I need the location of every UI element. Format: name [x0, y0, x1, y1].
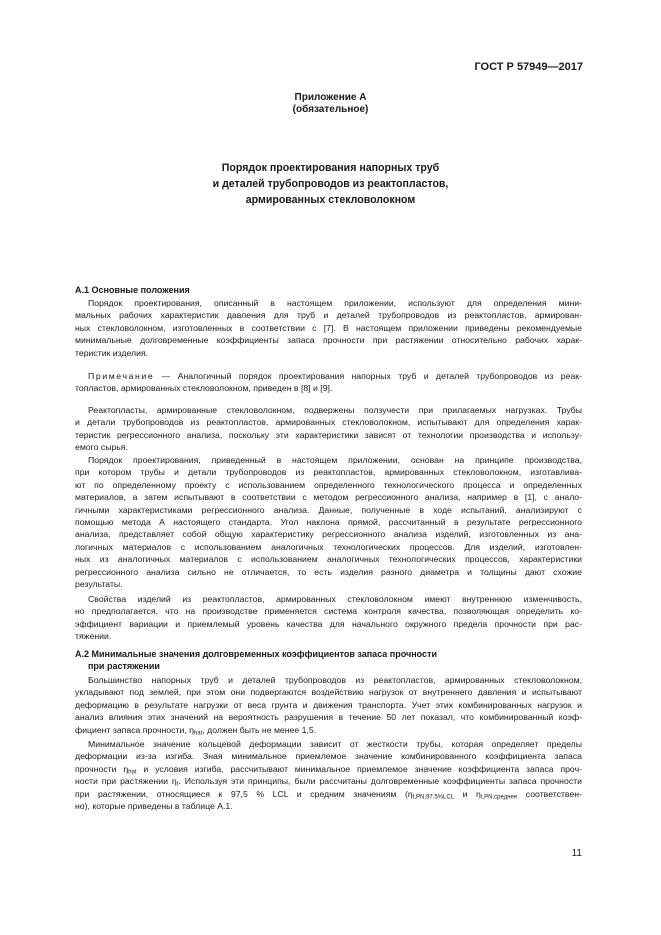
a1-paragraph-4: [75, 593, 582, 643]
text-segment: фициент запаса прочности, η: [75, 724, 194, 735]
title-line: армированных стекловолокном: [245, 194, 416, 206]
subscript: t,PN,среднее: [480, 794, 518, 801]
section-heading: А.1 Основные положения: [75, 285, 190, 295]
note-line: топластов, армированных стекловолокном, приведен в [8] и [9].: [75, 383, 333, 394]
text-line: [75, 788, 582, 800]
text-line: деформацию в результате нагрузки от веса грунта и движения транспорта. Учет этих комбинированных нагрузок и: [75, 699, 582, 710]
text-segment: соответствен-: [517, 788, 582, 799]
text-line: теристик изделия.: [75, 347, 149, 358]
text-line: но предполагается, что на производстве применяется система контроля качества, позволяющая определить ко-: [75, 606, 582, 617]
text-line: тяжении.: [75, 631, 112, 642]
text-line: и детали трубопроводов из реактопластов, армированных стекловолокном, испытывают для определения харак-: [75, 417, 582, 428]
subscript: hat: [128, 769, 137, 776]
subscript: t: [176, 781, 179, 788]
text-line: теристик регрессионного анализа, поскольку эти характеристики зависят от технологии производства и использу-: [75, 429, 582, 440]
title-line: и деталей трубопроводов из реактопластов,: [212, 178, 449, 190]
standard-code: ГОСТ Р 57949—2017: [474, 61, 583, 73]
text-line: минимальные долговременные коэффициенты запаса прочности при растяжении относительно рабочих харак-: [75, 335, 582, 346]
text-line: эффициент вариации и приемлемый уровень качества для начального окружного предела прочности при рас-: [75, 618, 582, 629]
title-line: Порядок проектирования напорных труб: [221, 162, 440, 174]
text-line: ных из аналогичных материалов с использованием аналогичных технологических процессов, характеристики: [75, 554, 582, 565]
text-segment: ности при растяжении η: [75, 776, 177, 787]
text-line: гичными характеристиками регрессионного анализа. Данные, полученные в ходе испытаний, анализируют с: [75, 504, 582, 515]
text-line: результаты.: [75, 578, 123, 589]
subscript: t,PN,97.5%LCL: [412, 794, 455, 801]
text-line: деформации из-за изгиба. Зная минимальное приемлемое значение комбинированного коэффициента запаса: [75, 751, 582, 762]
text-segment: при растяжении, относящиеся к 97,5 % LCL и средним значениям (η: [75, 788, 413, 799]
text-line: Порядок проектирования, описанный в настоящем приложении, используют для определения мини-: [88, 298, 582, 308]
text-line: анализа, представляет собой общую характеристику регрессионного анализа изделий, изготовленных из ана-: [75, 529, 582, 540]
text-segment: прочности η: [75, 763, 129, 774]
text-line: ных стекловолокном, изготовленных в соответствии с [7]. В настоящем приложении приведены рекомендуемые: [75, 322, 582, 333]
section-heading: при растяжении: [88, 661, 160, 672]
note-label: Примечание: [88, 371, 155, 381]
text-line: емого сырья.: [75, 442, 128, 453]
text-segment: и η: [454, 788, 481, 799]
text-line: при котором трубы и детали трубопроводов из реактопластов, армированных стекловолокном, изготавлива-: [75, 467, 582, 478]
text-line: укладывают под землей, при этом они подвергаются воздействию нагрузок от внутреннего давления и испытывают: [75, 687, 582, 698]
text-segment: , должен быть не менее 1,5.: [202, 724, 317, 735]
a1-paragraph-2: [75, 404, 582, 454]
text-segment: . Используя эти принципы, были рассчитаны долговременные коэффициенты запаса прочности: [178, 776, 582, 787]
text-line: Большинство напорных труб и деталей трубопроводов из реактопластов, армированных стекловолокном,: [88, 675, 582, 685]
text-line: мальных рабочих характеристик давления для труб и деталей трубопроводов из реактопластов, армирован-: [75, 310, 582, 321]
section-a2-heading: [75, 648, 582, 673]
text-line: Минимальное значение кольцевой деформации зависит от жесткости трубы, которая определяет пределы: [88, 739, 582, 749]
text-segment: и условия изгиба, рассчитывают минимальное приемлемое значение коэффициента запаса проч-: [136, 763, 582, 774]
text-line: помощью метода А настоящего стандарта. Угол наклона прямой, рассчитанный в результате регрессионного: [75, 516, 582, 527]
text-line: [75, 724, 582, 736]
a1-paragraph-3: [75, 454, 582, 590]
text-line: ют по определенному проекту с использованием определенного технологического процесса и определенных: [75, 479, 582, 490]
text-line: логичных материалов с использованием аналогичных технологических процессов. Для изделий, изготовлен-: [75, 541, 582, 552]
note-block: [75, 370, 582, 395]
note-text: — Аналогичный порядок проектирования напорных труб и деталей трубопроводов из реак-: [154, 371, 582, 381]
text-line: анализ влияния этих значений на вероятность разрушения в течение 50 лет показал, что комбинированный коэф-: [75, 712, 582, 723]
a2-paragraph-1: [75, 674, 582, 736]
annex-status: (обязательное): [292, 104, 369, 115]
a1-paragraph-1: [75, 297, 582, 359]
text-line: Реактопласты, армированные стекловолокном, подвержены ползучести при прилагаемых нагрузках. Трубы: [88, 405, 582, 415]
a2-paragraph-2: [75, 738, 582, 812]
section-a1-heading: [75, 284, 582, 296]
section-heading: А.2 Минимальные значения долговременных коэффициентов запаса прочности: [75, 649, 438, 659]
note-line: [75, 370, 582, 382]
text-line: материалов, а затем испытывают в соответствии с методом регрессионного анализа, например в [1], с аналo-: [75, 492, 582, 503]
text-line: Свойства изделий из реактопластов, армированных стекловолокном имеют внутреннюю изменчивость,: [88, 594, 582, 604]
text-line: Порядок проектирования, приведенный в настоящем приложении, основан на принципе производства,: [88, 455, 582, 465]
annex-label: Приложение А: [294, 92, 367, 103]
subscript: hat: [193, 730, 203, 737]
text-line: [75, 763, 582, 775]
text-line: регрессионного анализа сильно не отличается, то есть изделия разного диаметра и толщины дают схожие: [75, 566, 582, 577]
annex-title: [0, 160, 661, 208]
text-line: но), которые приведены в таблице А.1.: [75, 800, 233, 811]
page-number: 11: [571, 848, 582, 859]
text-line: [75, 775, 582, 787]
